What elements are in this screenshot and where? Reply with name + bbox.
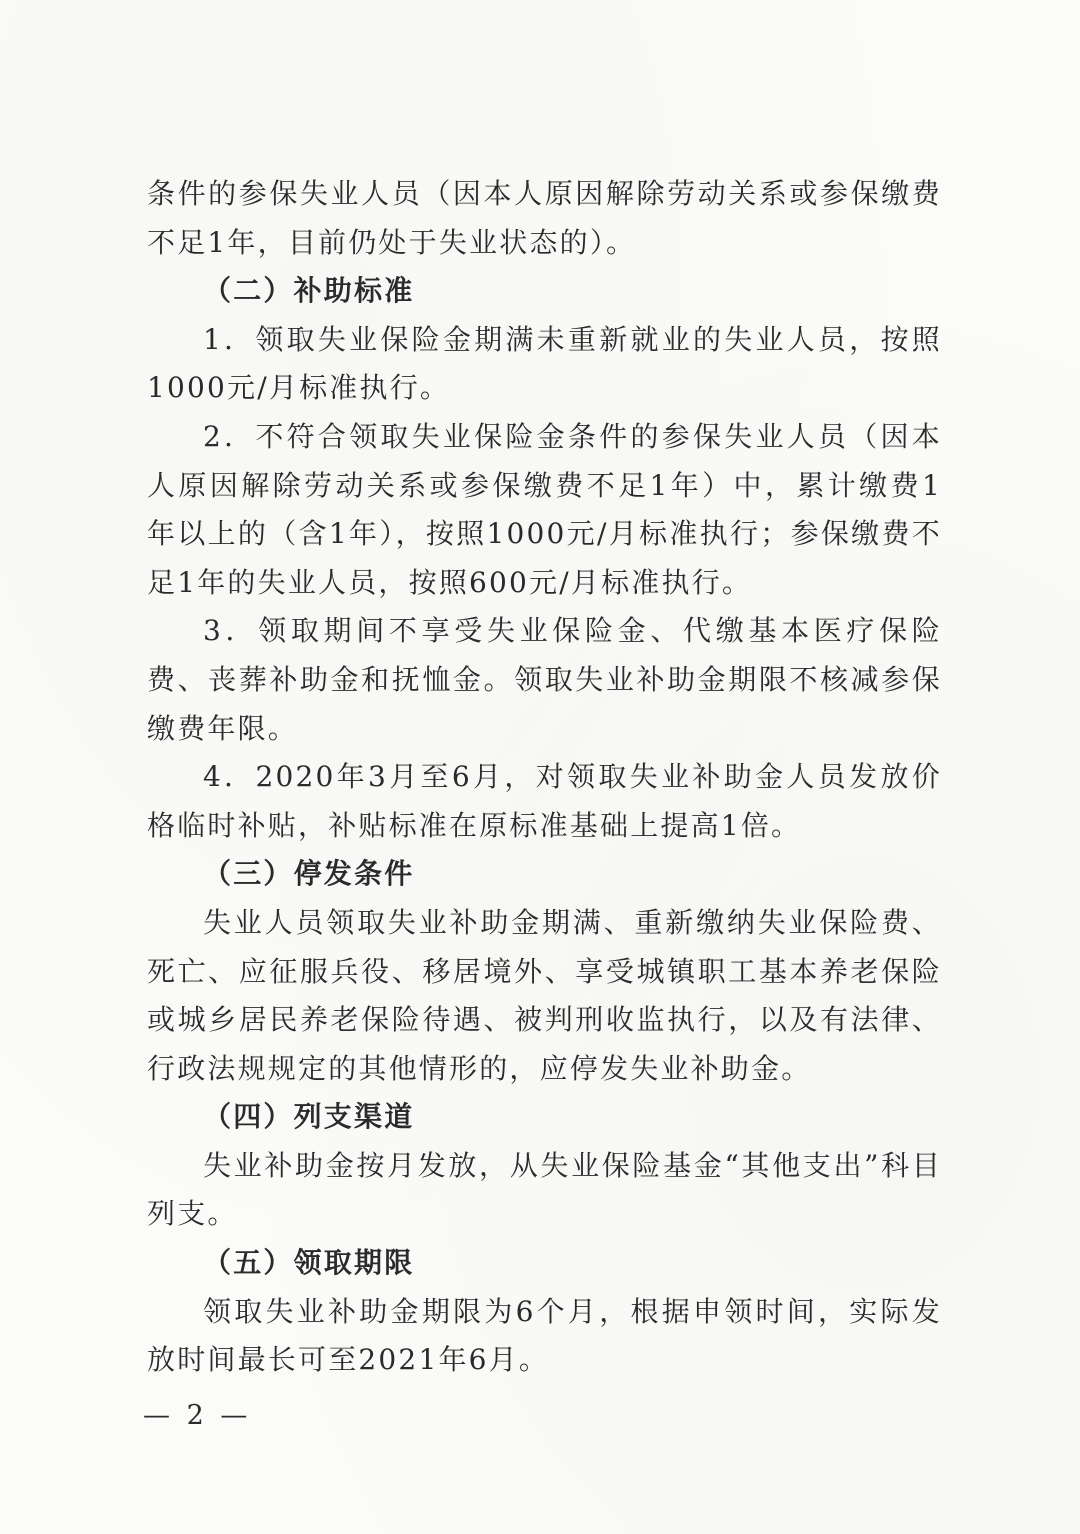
paragraph-claim-period: 领取失业补助金期限为6个月，根据申领时间，实际发放时间最长可至2021年6月。 — [147, 1294, 942, 1377]
paragraph-standard-3: 3．领取期间不享受失业保险金、代缴基本医疗保险费、丧葬补助金和抚恤金。领取失业补助金期限不核减参保缴费年限。 — [147, 614, 942, 745]
document-body — [147, 170, 942, 1385]
paragraph-expense-channel: 失业补助金按月发放，从失业保险基金“其他支出”科目列支。 — [147, 1148, 942, 1231]
section-heading-expense-channel: （四）列支渠道 — [203, 1100, 415, 1134]
paragraph-standard-4: 4．2020年3月至6月，对领取失业补助金人员发放价格临时补贴，补贴标准在原标准基础上提高1倍。 — [147, 760, 942, 842]
paragraph-standard-1: 1．领取失业保险金期满未重新就业的失业人员，按照 1000元/月标准执行。 — [147, 322, 942, 405]
paragraph-continuation: 条件的参保失业人员（因本人原因解除劳动关系或参保缴费不足1年，目前仍处于失业状态的）。 — [147, 177, 942, 259]
section-heading-claim-period: （五）领取期限 — [203, 1246, 415, 1280]
section-heading-subsidy-standard: （二）补助标准 — [203, 274, 415, 308]
page-number: — 2 — — [143, 1400, 252, 1431]
paragraph-standard-2: 2．不符合领取失业保险金条件的参保失业人员（因本人原因解除劳动关系或参保缴费不足1年）中，累计缴费1年以上的（含1年），按照1000元/月标准执行；参保缴费不足1年的失业人员，按照600元/月标准执行。 — [147, 419, 942, 599]
section-heading-stop-conditions: （三）停发条件 — [203, 857, 415, 891]
paragraph-stop-conditions: 失业人员领取失业补助金期满、重新缴纳失业保险费、死亡、应征服兵役、移居境外、享受城镇职工基本养老保险或城乡居民养老保险待遇、被判刑收监执行，以及有法律、行政法规规定的其他情形的，应停发失业补助金。 — [147, 905, 942, 1085]
